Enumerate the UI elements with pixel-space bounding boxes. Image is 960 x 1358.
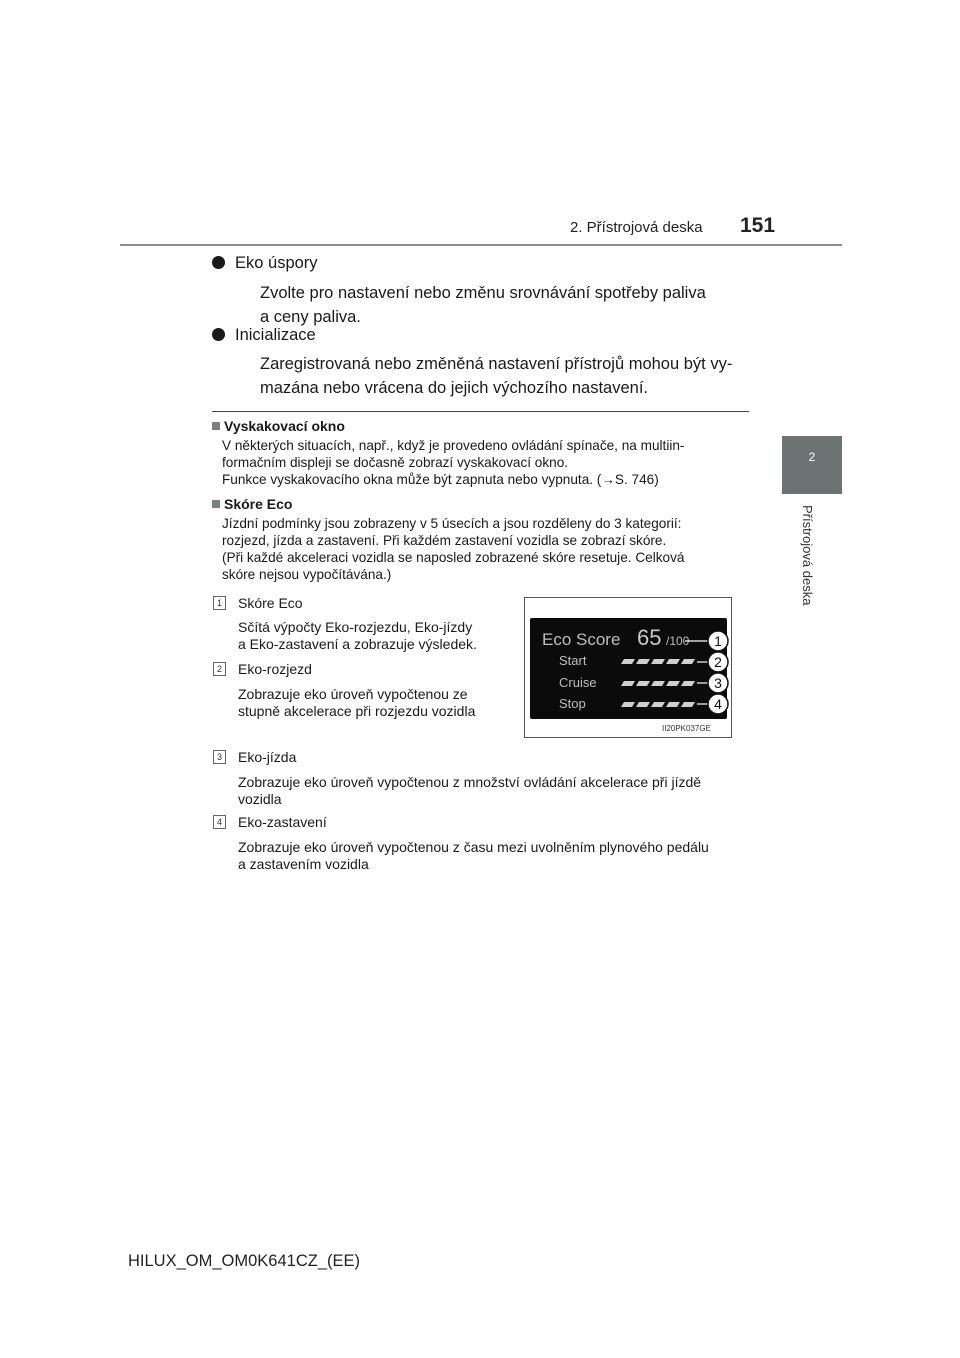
- document-code-footer: HILUX_OM_OM0K641CZ_(EE): [128, 1252, 360, 1270]
- item-desc-eco-start: [238, 686, 506, 720]
- item-number-1: 1: [213, 596, 226, 610]
- section-divider: [212, 411, 749, 412]
- square-bullet-icon: [212, 500, 220, 508]
- note-heading-text: Vyskakovací okno: [224, 418, 345, 434]
- para-line: a ceny paliva.: [260, 308, 361, 326]
- note-line: Funkce vyskakovacího okna může být zapnuta nebo vypnuta. (→S. 746): [222, 472, 659, 487]
- bullet-eco-savings-text: [260, 281, 746, 329]
- callout-number: 1: [714, 633, 722, 649]
- figure-code: II20PK037GE: [662, 724, 711, 733]
- chapter-tab: [782, 436, 842, 494]
- eco-score-display: [525, 598, 731, 737]
- note-body-popup: [222, 437, 748, 488]
- item-desc-eco-score: [238, 619, 506, 653]
- section-title: 2. Přístrojová deska: [570, 219, 703, 236]
- item-desc-eco-cruise: [238, 774, 746, 808]
- header-rule: [120, 244, 842, 246]
- display-row-label: Start: [559, 653, 587, 668]
- square-bullet-icon: [212, 422, 220, 430]
- item-line: stupně akcelerace při rozjezdu vozidla: [238, 703, 476, 719]
- item-line: Sčítá výpočty Eko-rozjezdu, Eko-jízdy: [238, 619, 473, 635]
- note-heading-eco-score: [212, 496, 292, 512]
- item-title-eco-cruise: Eko-jízda: [238, 749, 297, 765]
- item-line: Zobrazuje eko úroveň vypočtenou ze: [238, 686, 468, 702]
- eco-score-figure: [524, 597, 732, 738]
- item-title-eco-score: Skóre Eco: [238, 595, 303, 611]
- para-line: mazána nebo vrácena do jejich výchozího nastavení.: [260, 379, 648, 397]
- item-number-3: 3: [213, 750, 226, 764]
- note-body-eco-score: [222, 515, 748, 583]
- item-number-4: 4: [213, 815, 226, 829]
- para-line: Zaregistrovaná nebo změněná nastavení přístrojů mohou být vy-: [260, 355, 733, 373]
- page-number: 151: [740, 214, 776, 237]
- item-line: a zastavením vozidla: [238, 856, 369, 872]
- item-line: Zobrazuje eko úroveň vypočtenou z množství ovládání akcelerace při jízdě: [238, 774, 702, 790]
- note-line: (Při každé akceleraci vozidla se naposled zobrazené skóre resetuje. Celková: [222, 550, 685, 565]
- item-number-2: 2: [213, 662, 226, 676]
- bullet-initialization: [212, 326, 316, 345]
- display-title: Eco Score: [542, 630, 621, 649]
- note-line: formačním displeji se dočasně zobrazí vyskakovací okno.: [222, 455, 569, 470]
- note-line: V některých situacích, např., když je provedeno ovládání spínače, na multiin-: [222, 438, 685, 453]
- item-line: Zobrazuje eko úroveň vypočtenou z času mezi uvolněním plynového pedálu: [238, 839, 709, 855]
- note-heading-popup: [212, 418, 345, 434]
- note-heading-text: Skóre Eco: [224, 496, 293, 512]
- display-row-label: Cruise: [559, 675, 597, 690]
- item-line: vozidla: [238, 791, 282, 807]
- note-line: rozjezd, jízda a zastavení. Při každém zastavení vozidla se zobrazí skóre.: [222, 533, 667, 548]
- bullet-eco-savings: [212, 254, 318, 273]
- item-desc-eco-stop: [238, 839, 746, 873]
- bullet-initialization-text: [260, 352, 746, 400]
- note-line: skóre nejsou vypočítávána.): [222, 567, 392, 582]
- chapter-tab-label: Přístrojová deska: [800, 505, 815, 606]
- callout-number: 4: [714, 696, 722, 712]
- bullet-dot-icon: [212, 328, 225, 341]
- callout-number: 2: [714, 654, 722, 670]
- item-title-eco-start: Eko-rozjezd: [238, 661, 312, 677]
- item-title-eco-stop: Eko-zastavení: [238, 814, 327, 830]
- note-line: Jízdní podmínky jsou zobrazeny v 5 úsecích a jsou rozděleny do 3 kategorií:: [222, 516, 682, 531]
- display-score-max: /100: [666, 634, 690, 648]
- bullet-dot-icon: [212, 256, 225, 269]
- display-score: 65: [637, 625, 662, 650]
- chapter-tab-number: 2: [808, 450, 816, 464]
- item-line: a Eko-zastavení a zobrazuje výsledek.: [238, 636, 477, 652]
- bullet-title: Eko úspory: [235, 254, 318, 272]
- callout-number: 3: [714, 675, 722, 691]
- para-line: Zvolte pro nastavení nebo změnu srovnávání spotřeby paliva: [260, 284, 706, 302]
- bullet-title: Inicializace: [235, 326, 316, 344]
- display-row-label: Stop: [559, 696, 586, 711]
